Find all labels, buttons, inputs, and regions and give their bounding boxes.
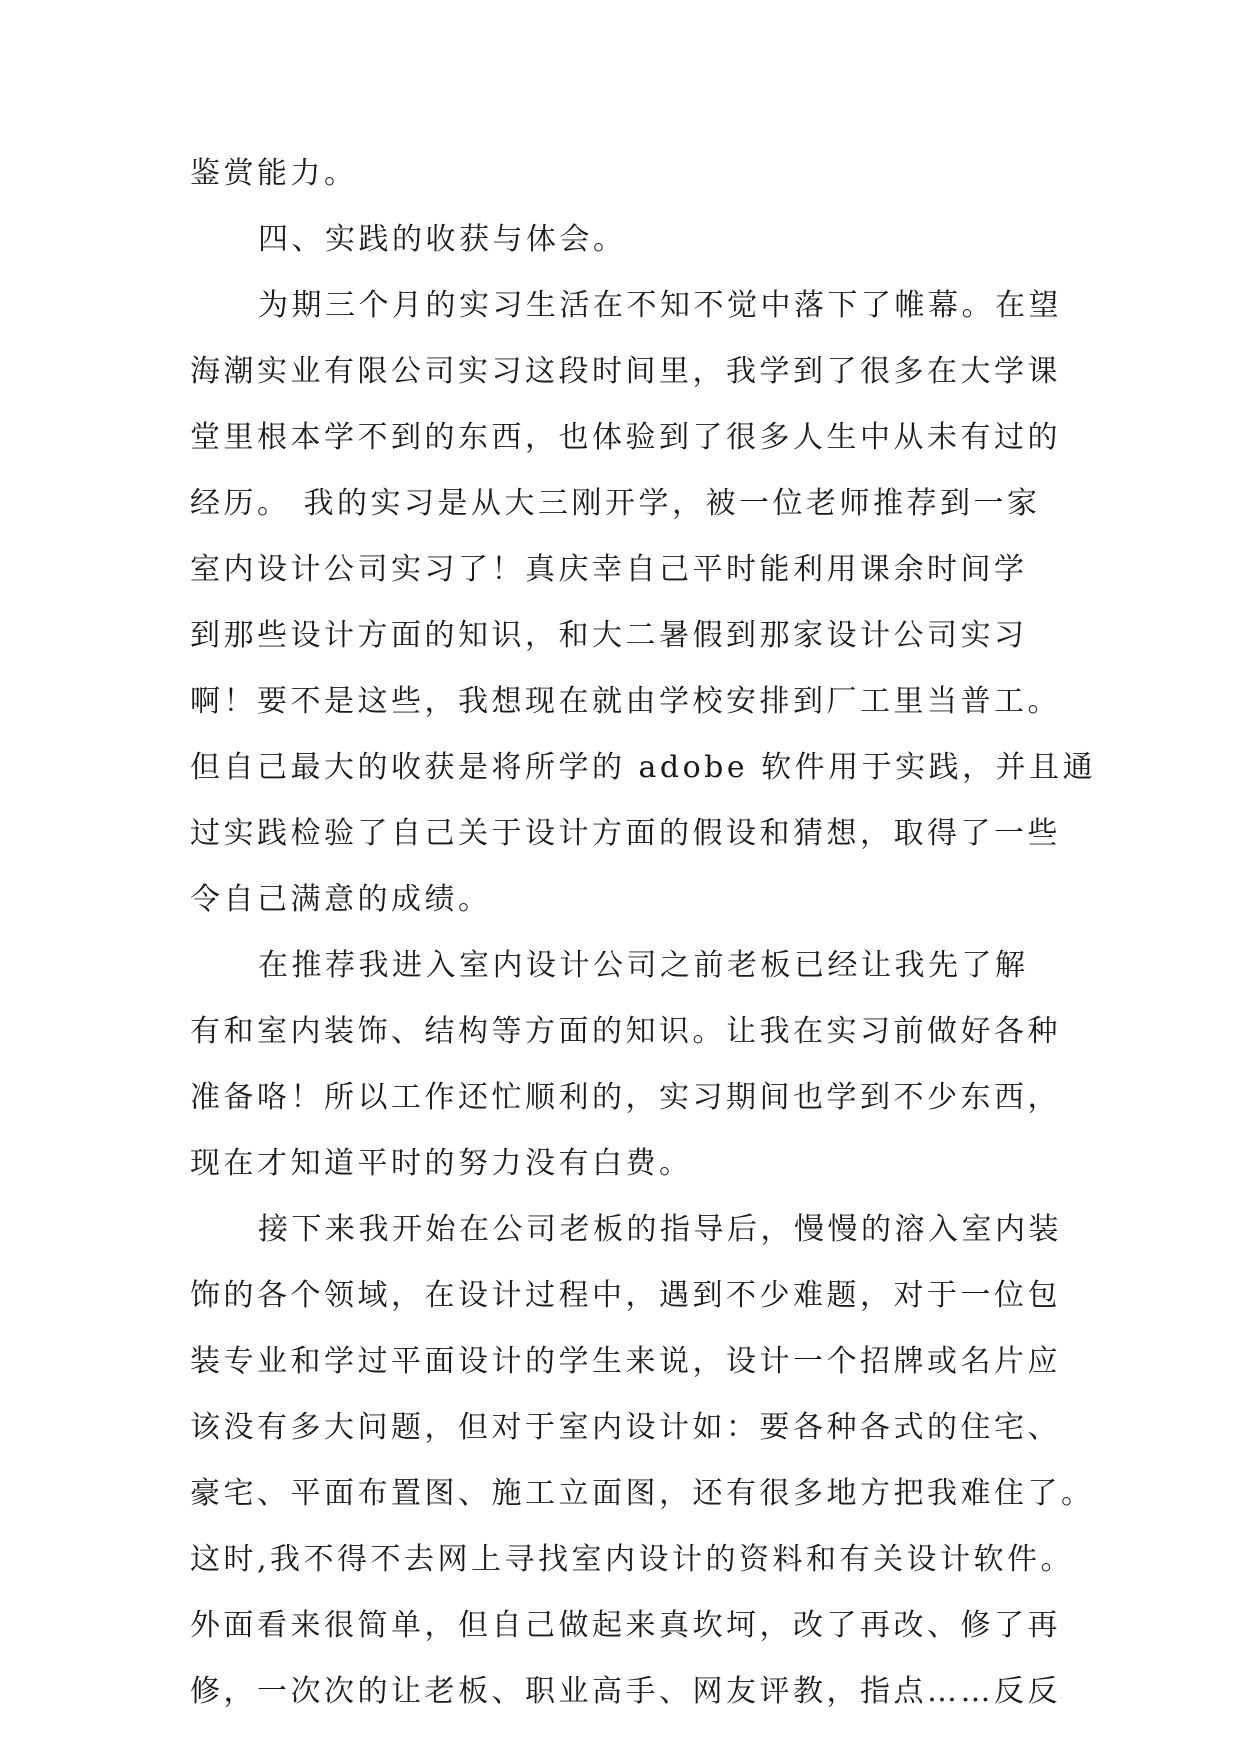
text-line: 在推荐我进入室内设计公司之前老板已经让我先了解 — [258, 948, 1029, 983]
text-line: 经历。 我的实习是从大三刚开学，被一位老师推荐到一家 — [190, 486, 1041, 521]
text-line: 海潮实业有限公司实习这段时间里，我学到了很多在大学课 — [190, 354, 1061, 389]
text-line: 啊！要不是这些，我想现在就由学校安排到厂工里当普工。 — [190, 684, 1061, 719]
section-heading: 四、实践的收获与体会。 — [258, 222, 627, 257]
text-line: 装专业和学过平面设计的学生来说，设计一个招牌或名片应 — [190, 1344, 1061, 1379]
text-line: 堂里根本学不到的东西，也体验到了很多人生中从未有过的 — [190, 420, 1061, 455]
text-line: 接下来我开始在公司老板的指导后，慢慢的溶入室内装 — [258, 1212, 1062, 1247]
text-line: 鉴赏能力。 — [190, 156, 358, 191]
text-line: 室内设计公司实习了！真庆幸自己平时能利用课余时间学 — [190, 552, 1028, 587]
text-line: 饰的各个领域，在设计过程中，遇到不少难题，对于一位包 — [190, 1278, 1061, 1313]
text-line: 这时,我不得不去网上寻找室内设计的资料和有关设计软件。 — [190, 1542, 1075, 1577]
text-line: 修，一次次的让老板、职业高手、网友评教，指点……反反 — [190, 1674, 1061, 1709]
text-line: 令自己满意的成绩。 — [190, 882, 492, 917]
text-line: 为期三个月的实习生活在不知不觉中落下了帷幕。在望 — [258, 288, 1062, 323]
text-line: 到那些设计方面的知识，和大二暑假到那家设计公司实习 — [190, 618, 1028, 653]
text-line: 外面看来很简单，但自己做起来真坎坷，改了再改、修了再 — [190, 1608, 1061, 1643]
text-line: 过实践检验了自己关于设计方面的假设和猜想，取得了一些 — [190, 816, 1061, 851]
text-line: 但自己最大的收获是将所学的 adobe 软件用于实践，并且通 — [190, 750, 1097, 785]
text-line: 准备咯！所以工作还忙顺利的，实习期间也学到不少东西， — [190, 1080, 1061, 1115]
text-line: 有和室内装饰、结构等方面的知识。让我在实习前做好各种 — [190, 1014, 1061, 1049]
text-line: 豪宅、平面布置图、施工立面图，还有很多地方把我难住了。 — [190, 1476, 1095, 1511]
text-line: 现在才知道平时的努力没有白费。 — [190, 1146, 693, 1181]
text-line: 该没有多大问题，但对于室内设计如：要各种各式的住宅、 — [190, 1410, 1061, 1445]
